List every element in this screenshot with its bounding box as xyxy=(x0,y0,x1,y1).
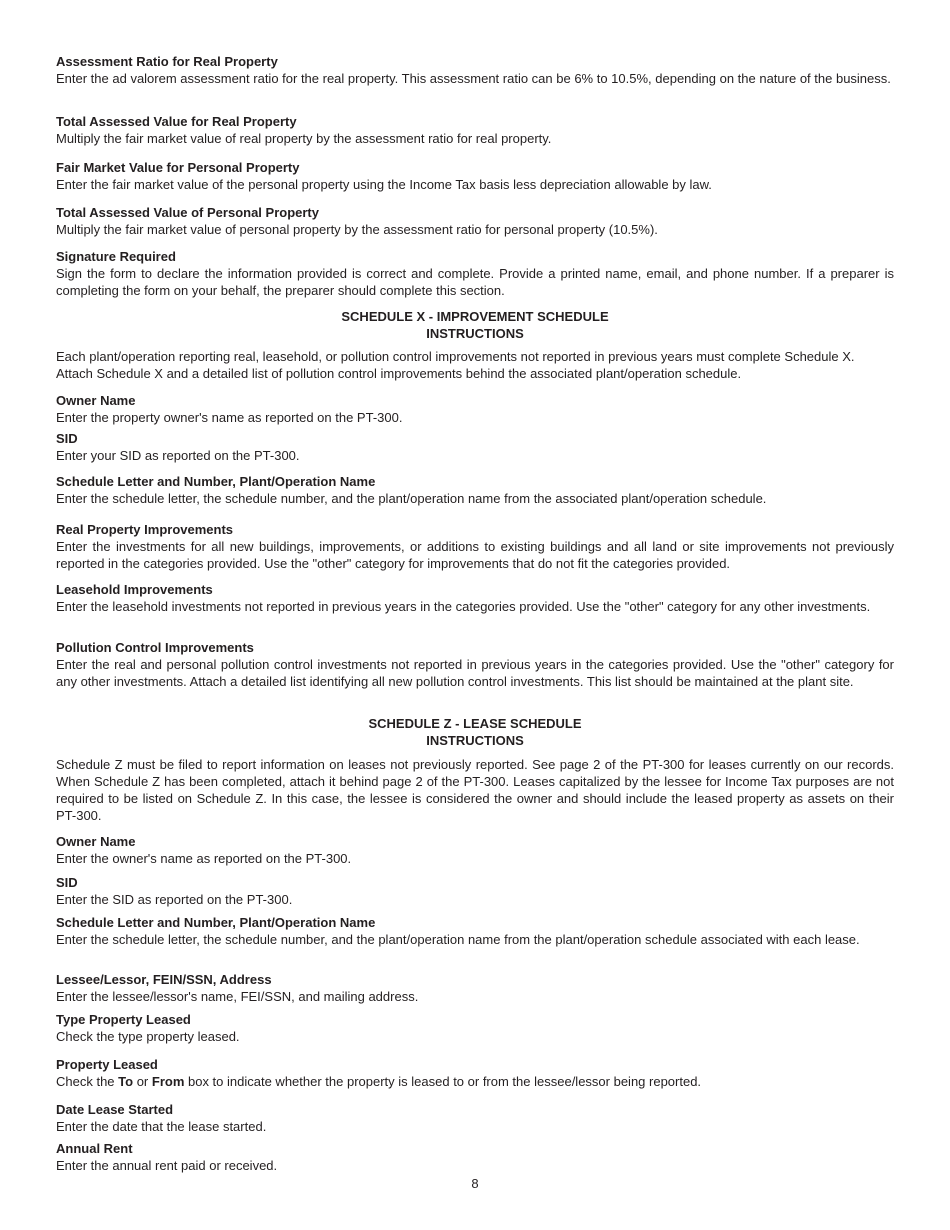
section-body: Enter the schedule letter, the schedule number, and the plant/operation name from the associated plant/operation schedule. xyxy=(56,491,767,506)
section-heading: Fair Market Value for Personal Property xyxy=(56,160,300,175)
section-body: Enter the investments for all new buildings, improvements, or additions to existing buildings and all land or site improvements not previously reported in the categories provided. Use the "other" category for improvements that do not fit the categories provided. xyxy=(56,539,894,571)
section-body xyxy=(56,1073,894,1090)
section-body: Sign the form to declare the information provided is correct and complete. Provide a printed name, email, and phone number. If a preparer is completing the form on your behalf, the preparer should complete this section. xyxy=(56,266,894,298)
section-body: Check the type property leased. xyxy=(56,1029,240,1044)
section-heading: Real Property Improvements xyxy=(56,522,234,537)
schedule-x-intro-text: Each plant/operation reporting real, leasehold, or pollution control improvements not reported in previous years must complete Schedule X. Attach Schedule X and a detailed list of pollution control improvements behind the associated plant/operation schedule. xyxy=(56,349,855,381)
schedule-x-real-property xyxy=(56,521,894,572)
section-heading: SID xyxy=(56,875,78,890)
page-number: 8 xyxy=(471,1176,479,1191)
section-body: Enter the annual rent paid or received. xyxy=(56,1158,278,1173)
section-fmv-personal xyxy=(56,159,894,193)
section-body: Multiply the fair market value of real property by the assessment ratio for real property. xyxy=(56,131,552,146)
schedule-z-sid xyxy=(56,874,894,908)
section-heading: Owner Name xyxy=(56,393,136,408)
schedule-x-owner-name xyxy=(56,392,894,426)
body-prefix: Check the xyxy=(56,1074,119,1089)
section-heading: Schedule Letter and Number, Plant/Operation Name xyxy=(56,474,376,489)
section-heading: Date Lease Started xyxy=(56,1102,174,1117)
section-signature-required xyxy=(56,248,894,299)
section-heading: Type Property Leased xyxy=(56,1012,191,1027)
section-heading: Lessee/Lessor, FEIN/SSN, Address xyxy=(56,972,272,987)
section-body: Enter the SID as reported on the PT-300. xyxy=(56,892,293,907)
section-heading: Leasehold Improvements xyxy=(56,582,213,597)
schedule-z-title-line: SCHEDULE Z - LEASE SCHEDULE xyxy=(368,716,582,731)
schedule-z-date-lease-started xyxy=(56,1101,894,1135)
section-heading: Schedule Letter and Number, Plant/Operation Name xyxy=(56,915,376,930)
section-heading: Owner Name xyxy=(56,834,136,849)
schedule-x-title-line: SCHEDULE X - IMPROVEMENT SCHEDULE xyxy=(341,309,609,324)
schedule-x-schedule-letter xyxy=(56,473,894,507)
section-body: Enter the leasehold investments not reported in previous years in the categories provided. Use the "other" category for any other investments. xyxy=(56,599,871,614)
schedule-z-lessee-lessor xyxy=(56,971,894,1005)
section-body: Enter the schedule letter, the schedule number, and the plant/operation name from the plant/operation schedule associated with each lease. xyxy=(56,932,860,947)
section-body: Enter the real and personal pollution control investments not reported in previous years in the categories provided. Use the "other" category for any other investments. Attach a detailed list identifying all new pollution control investments. This list should be maintained at the plant site. xyxy=(56,657,894,689)
section-body: Enter the lessee/lessor's name, FEI/SSN, and mailing address. xyxy=(56,989,419,1004)
schedule-x-subtitle: INSTRUCTIONS xyxy=(426,326,524,341)
section-heading: Total Assessed Value for Real Property xyxy=(56,114,297,129)
section-body: Enter the owner's name as reported on the PT-300. xyxy=(56,851,352,866)
schedule-z-type-property xyxy=(56,1011,894,1045)
schedule-z-annual-rent xyxy=(56,1140,894,1174)
schedule-z-owner-name xyxy=(56,833,894,867)
section-heading: Assessment Ratio for Real Property xyxy=(56,54,278,69)
schedule-z-title xyxy=(56,715,894,749)
section-total-assessed-personal xyxy=(56,204,894,238)
section-heading: Total Assessed Value of Personal Property xyxy=(56,205,319,220)
section-heading: Annual Rent xyxy=(56,1141,133,1156)
section-heading: Property Leased xyxy=(56,1057,158,1072)
body-suffix: box to indicate whether the property is leased to or from the lessee/lessor being reported. xyxy=(184,1074,702,1089)
section-body: Multiply the fair market value of personal property by the assessment ratio for personal property (10.5%). xyxy=(56,222,658,237)
section-heading: SID xyxy=(56,431,78,446)
section-body: Enter your SID as reported on the PT-300. xyxy=(56,448,300,463)
to-term: To xyxy=(118,1074,134,1089)
schedule-z-schedule-letter xyxy=(56,914,894,948)
schedule-z-intro xyxy=(56,756,894,824)
schedule-x-leasehold xyxy=(56,581,894,615)
schedule-z-subtitle: INSTRUCTIONS xyxy=(426,733,524,748)
section-body: Enter the fair market value of the personal property using the Income Tax basis less depreciation allowable by law. xyxy=(56,177,712,192)
section-body: Enter the ad valorem assessment ratio for the real property. This assessment ratio can be 6% to 10.5%, depending on the nature of the business. xyxy=(56,71,891,86)
schedule-x-intro xyxy=(56,348,894,382)
section-heading: Pollution Control Improvements xyxy=(56,640,254,655)
from-term: From xyxy=(151,1074,185,1089)
schedule-z-intro-text: Schedule Z must be filed to report information on leases not previously reported. See page 2 of the PT-300 for leases currently on our records. When Schedule Z has been completed, attach it behind page 2 of the PT-300. Leases capitalized by the lessee for Income Tax purposes are not required to be listed on Schedule Z. In this case, the lessee is considered the owner and should include the leased property as assets on their PT-300. xyxy=(56,757,894,823)
schedule-z-property-leased xyxy=(56,1056,894,1090)
schedule-x-pollution-control xyxy=(56,639,894,690)
schedule-x-title xyxy=(56,308,894,342)
section-body: Enter the date that the lease started. xyxy=(56,1119,267,1134)
section-assessment-ratio xyxy=(56,53,894,87)
schedule-x-sid xyxy=(56,430,894,464)
section-body: Enter the property owner's name as reported on the PT-300. xyxy=(56,410,403,425)
section-heading: Signature Required xyxy=(56,249,176,264)
section-total-assessed-real xyxy=(56,113,894,147)
body-or: or xyxy=(133,1074,152,1089)
